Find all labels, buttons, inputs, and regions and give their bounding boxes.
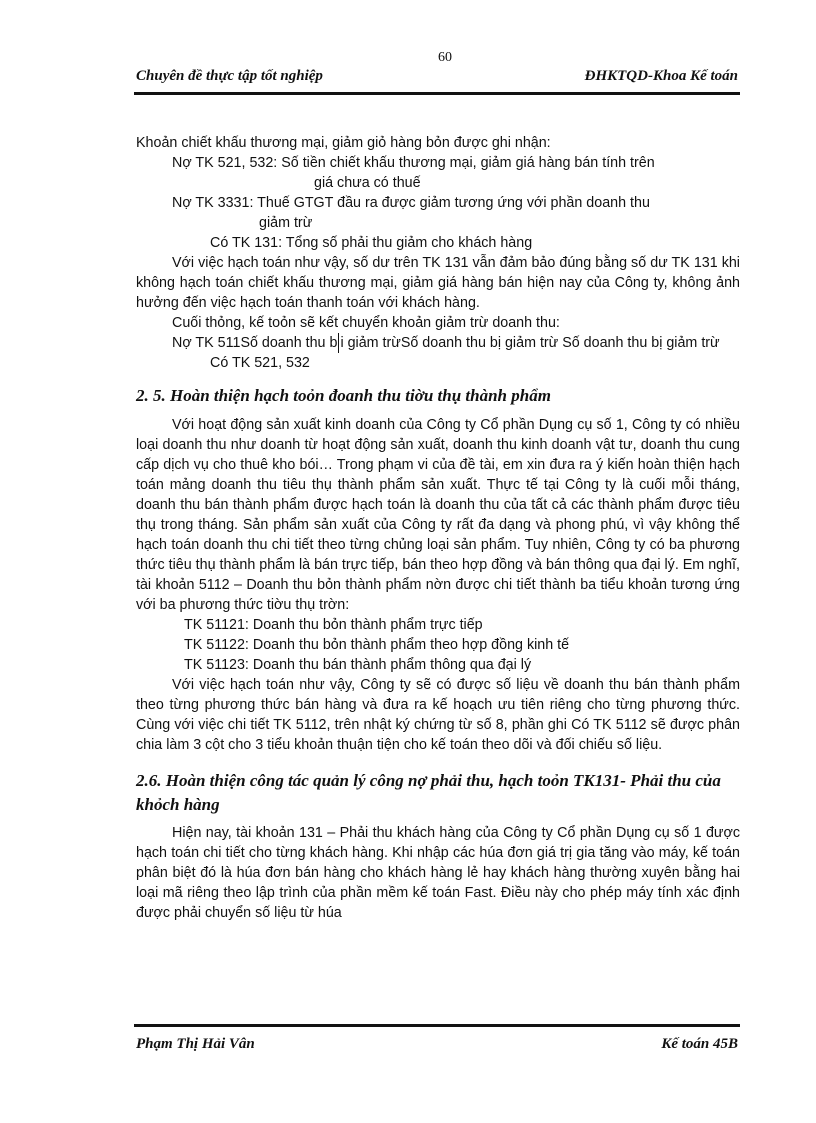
header-department: ĐHKTQD-Khoa Kế toán <box>584 68 738 84</box>
header-rule <box>134 92 740 95</box>
paragraph: Hiện nay, tài khoản 131 – Phải thu khách hàng của Công ty Cổ phần Dụng cụ số 1 được hạch toán chi tiết cho từng khách hàng. Khi nhập các húa đơn giá trị gia tăng vào máy, kế toán phân biệt đó là húa đơn bán hàng cho khách hàng lẻ hay khách hàng thường xuyên bằng hai loại mã riêng theo lập trình của phần mềm kế toán Fast. Điều này cho phép máy tính xác định được phải chuyển số liệu từ húa <box>136 825 740 921</box>
header-title: Chuyên đề thực tập tốt nghiệp <box>136 68 323 84</box>
account-line: TK 51123: Doanh thu bán thành phẩm thông qua đại lý <box>184 657 532 673</box>
footer-class: Kế toán 45B <box>661 1036 738 1052</box>
account-line: TK 51121: Doanh thu bỏn thành phẩm trực tiếp <box>184 617 483 633</box>
paragraph: Cuối thỏng, kế toỏn sẽ kết chuyển khoản giảm trừ doanh thu: <box>172 315 560 331</box>
paragraph: Với hoạt động sản xuất kinh doanh của Công ty Cổ phần Dụng cụ số 1, Công ty có nhiều loại doanh thu như doanh từ hoạt động sản xuất, doanh thu kinh doanh vật tư, doanh thu cung cấp dịch vụ cho thuê kho bói… Trong phạm vi của đề tài, em xin đưa ra ý kiến hoàn thiện hạch toán mảng doanh thu tiêu thụ thành phẩm sản xuất. Thực tế tại Công ty là cuối mỗi tháng, doanh thu bán thành phẩm được hạch toán là doanh thu của tất cả các thành phẩm được tiêu thụ trong tháng. Sản phẩm sản xuất của Công ty rất đa dạng và phong phú, vì vậy không thể hạch toán doanh thu chi tiết theo từng chủng loại sản phẩm. Tuy nhiên, Công ty có ba phương thức tiêu thụ thành phẩm là bán trực tiếp, bán theo hợp đồng và bán thông qua đại lý. Em nghĩ, tài khoản 5112 – Doanh thu bỏn thành phẩm nờn được chi tiết thành ba tiểu khoản tương ứng với ba phương thức tiờu thụ trờn: <box>136 417 740 613</box>
journal-text: Nợ TK 511Số doanh thu b <box>172 335 338 351</box>
journal-entry-debit <box>136 333 740 353</box>
paragraph: Với việc hạch toán như vậy, số dư trên TK 131 vẫn đảm bảo đúng bằng số dư TK 131 khi không hạch toán chiết khấu thương mại, giảm giá hàng bán hiện nay của Công ty, không ảnh hưởng đến việc hạch toán thanh toán với khách hàng. <box>136 255 740 311</box>
journal-entry-continuation: giá chưa có thuế <box>314 175 421 191</box>
journal-entry-credit: Có TK 131: Tổng số phải thu giảm cho khách hàng <box>210 235 533 251</box>
journal-entry-credit: Có TK 521, 532 <box>210 355 310 371</box>
journal-text: i giảm trừSố doanh thu bị giảm trừ Số doanh thu bị giảm trừ <box>340 335 720 351</box>
section-heading-2-6: 2.6. Hoàn thiện công tác quản lý công nợ phải thu, hạch toỏn TK131- Phải thu của khỏch hàng <box>136 771 721 814</box>
page-number: 60 <box>438 50 452 65</box>
paragraph: Khoản chiết khấu thương mại, giảm giỏ hàng bỏn được ghi nhận: <box>136 135 551 151</box>
journal-entry-debit: Nợ TK 521, 532: Số tiền chiết khấu thương mại, giảm giá hàng bán tính trên <box>172 155 655 171</box>
journal-entry-debit: Nợ TK 3331: Thuế GTGT đầu ra được giảm tương ứng với phần doanh thu <box>172 195 650 211</box>
section-heading-2-5: 2. 5. Hoàn thiện hạch toỏn đoanh thu tiờu thụ thành phẩm <box>136 386 551 405</box>
journal-entry-continuation: giảm trừ <box>259 215 313 231</box>
account-line: TK 51122: Doanh thu bỏn thành phẩm theo hợp đồng kinh tế <box>184 637 570 653</box>
paragraph: Với việc hạch toán như vậy, Công ty sẽ có được số liệu về doanh thu bán thành phẩm theo từng phương thức bán hàng và đưa ra kế hoạch ưu tiên riêng cho từng phương thức. Cùng với việc chi tiết TK 5112, trên nhật ký chứng từ số 8, phần ghi Có TK 5112 sẽ được phân chia làm 3 cột cho 3 tiểu khoản thuận tiện cho kế toán theo dõi và đối chiếu số liệu. <box>136 677 740 753</box>
footer-rule <box>134 1024 740 1027</box>
document-body <box>136 133 740 923</box>
footer-author: Phạm Thị Hải Vân <box>136 1036 255 1052</box>
